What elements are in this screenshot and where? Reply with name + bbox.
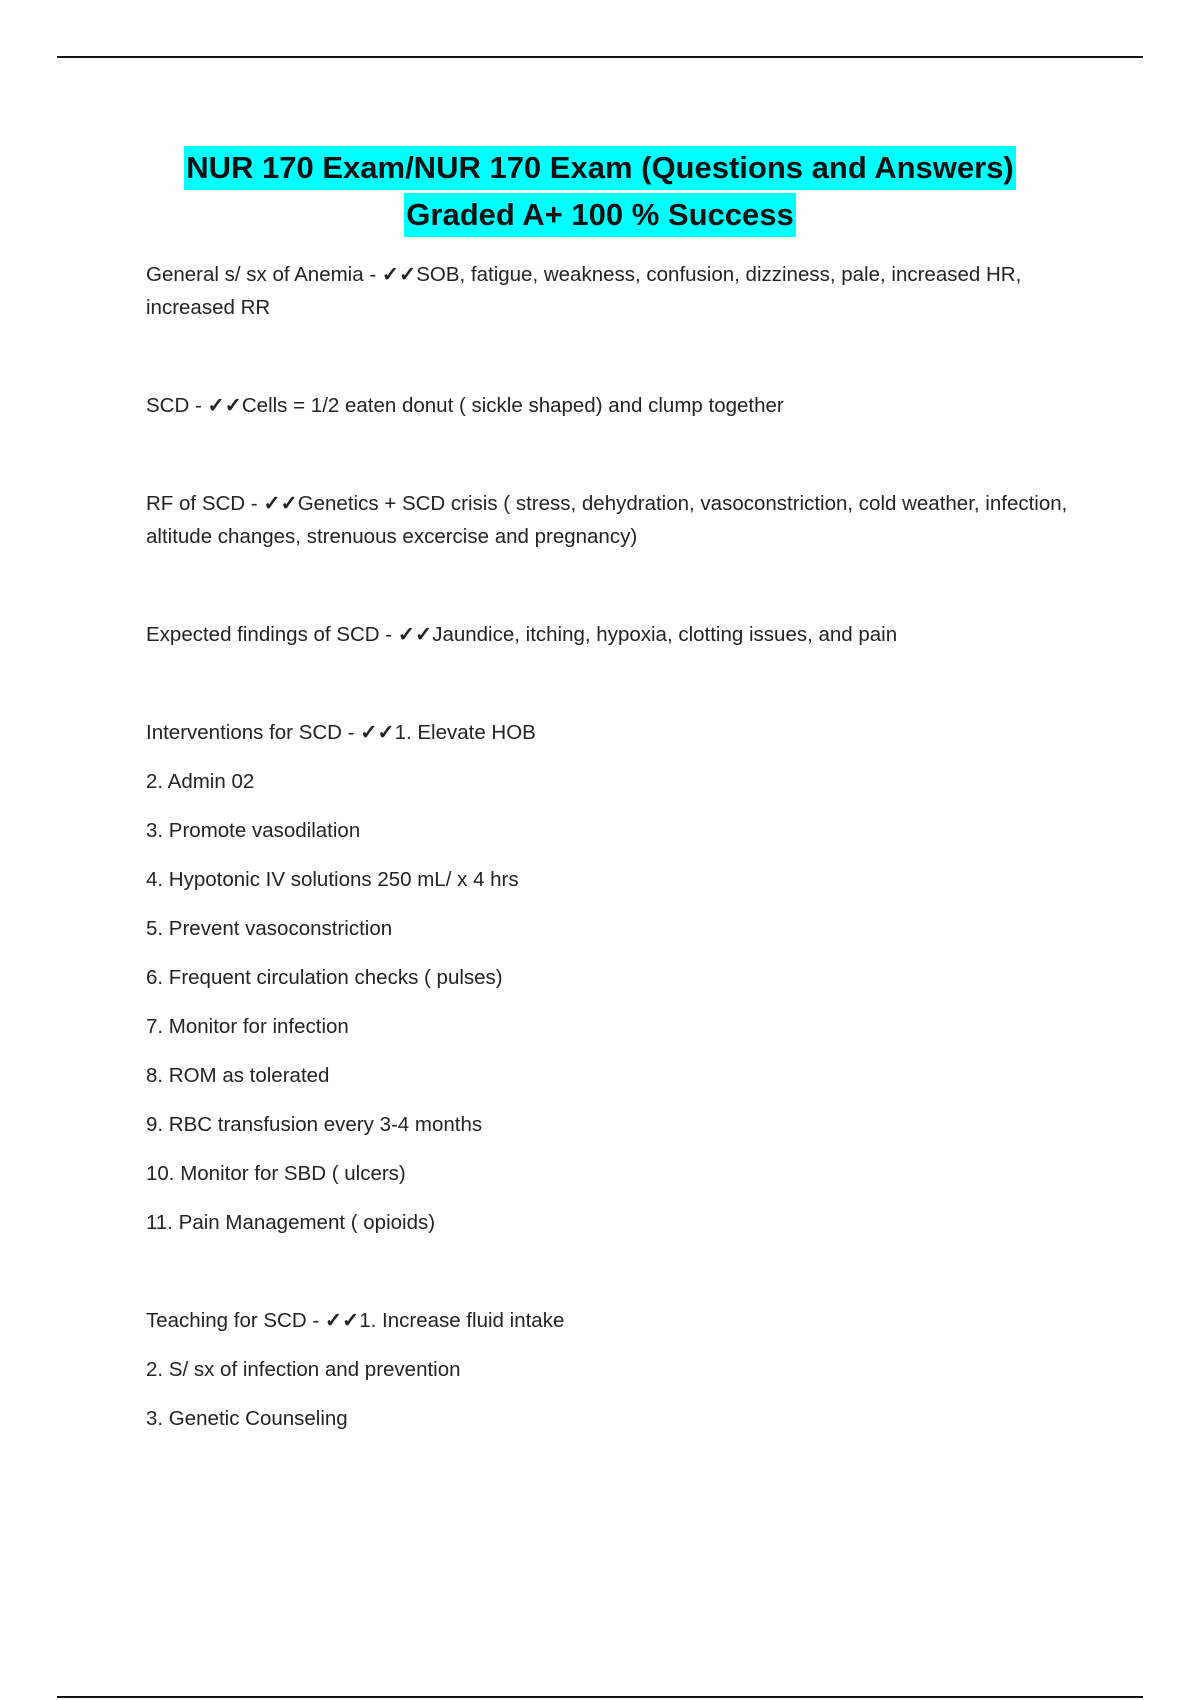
list-item: 9. RBC transfusion every 3-4 months xyxy=(146,1113,483,1136)
check-mark-icon: ✓✓ xyxy=(207,394,242,417)
list-item: 11. Pain Management ( opioids) xyxy=(146,1211,436,1234)
entry-term: RF of SCD - xyxy=(146,492,264,515)
entry-answer: SOB, fatigue, weakness, confusion, dizziness, pale, increased HR, increased RR xyxy=(146,263,1022,319)
entry-answer: 1. Increase fluid intake xyxy=(359,1309,565,1332)
title-line-2: Graded A+ 100 % Success xyxy=(404,193,795,237)
check-mark-icon: ✓✓ xyxy=(397,623,433,646)
document-title xyxy=(0,146,1200,240)
list-item: 7. Monitor for infection xyxy=(146,1015,349,1038)
list-item: 5. Prevent vasoconstriction xyxy=(146,917,393,940)
entry-answer: 1. Elevate HOB xyxy=(394,721,536,744)
check-mark-icon: ✓✓ xyxy=(381,263,417,286)
entry-answer: Genetics + SCD crisis ( stress, dehydration, vasoconstriction, cold weather, infection, altitude changes, strenuous excercise and pregnancy) xyxy=(146,492,1068,548)
entry-answer: Jaundice, itching, hypoxia, clotting issues, and pain xyxy=(432,623,898,646)
list-item: 4. Hypotonic IV solutions 250 mL/ x 4 hrs xyxy=(146,868,519,891)
qa-entry-findings-scd xyxy=(146,618,1086,651)
qa-list xyxy=(146,258,1086,1435)
check-mark-icon: ✓✓ xyxy=(360,721,395,744)
qa-entry-teaching-scd xyxy=(146,1304,1086,1435)
title-line-1: NUR 170 Exam/NUR 170 Exam (Questions and Answers) xyxy=(184,146,1016,190)
entry-term: SCD - xyxy=(146,394,208,417)
entry-term: Expected findings of SCD - xyxy=(146,623,398,646)
qa-entry-interventions-scd xyxy=(146,716,1086,1239)
list-item: 8. ROM as tolerated xyxy=(146,1064,330,1087)
entry-term: Interventions for SCD - xyxy=(146,721,361,744)
list-item: 3. Genetic Counseling xyxy=(146,1407,348,1430)
bottom-rule xyxy=(57,1696,1143,1698)
list-item: 10. Monitor for SBD ( ulcers) xyxy=(146,1162,406,1185)
check-mark-icon: ✓✓ xyxy=(324,1309,360,1332)
entry-term: General s/ sx of Anemia - xyxy=(146,263,382,286)
check-mark-icon: ✓✓ xyxy=(263,492,298,515)
list-item: 6. Frequent circulation checks ( pulses) xyxy=(146,966,503,989)
qa-entry-scd xyxy=(146,389,1086,422)
list-item: 3. Promote vasodilation xyxy=(146,819,361,842)
entry-answer: Cells = 1/2 eaten donut ( sickle shaped) and clump together xyxy=(241,394,784,417)
list-item: 2. Admin 02 xyxy=(146,770,255,793)
qa-entry-rf-scd xyxy=(146,487,1086,553)
entry-term: Teaching for SCD - xyxy=(146,1309,325,1332)
list-item: 2. S/ sx of infection and prevention xyxy=(146,1358,461,1381)
qa-entry-anemia xyxy=(146,258,1086,324)
top-rule xyxy=(57,56,1143,58)
